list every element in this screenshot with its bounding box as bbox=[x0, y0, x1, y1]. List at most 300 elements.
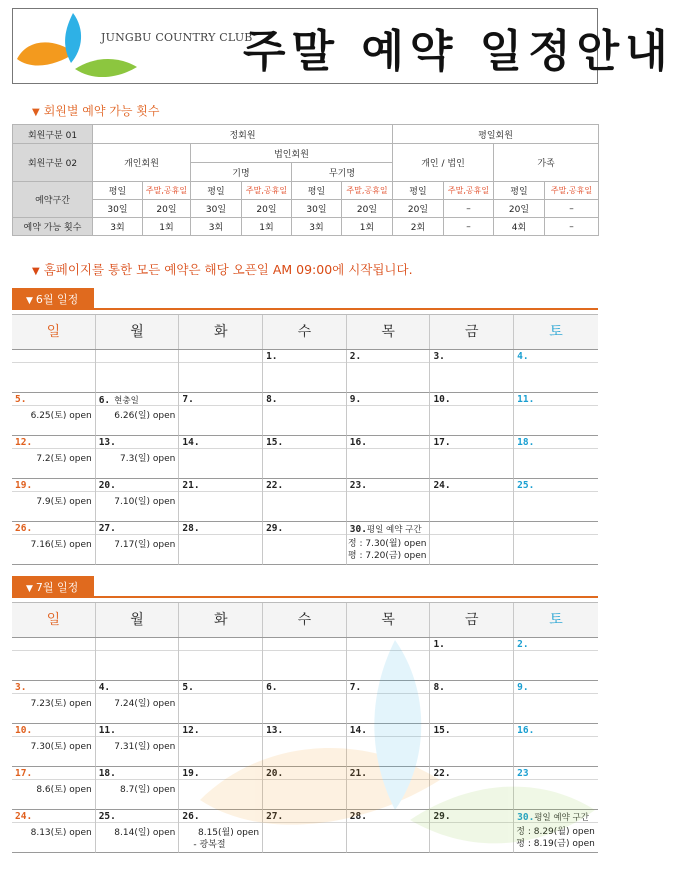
day-number-text: 12. bbox=[15, 437, 33, 448]
open-date-text: 8.14(일) open bbox=[114, 828, 176, 838]
day-number bbox=[350, 768, 367, 779]
quota-row-01 bbox=[13, 125, 599, 144]
calendar-day-cell bbox=[430, 638, 514, 681]
calendar-day-cell bbox=[347, 724, 431, 767]
count-value: 3회 bbox=[292, 218, 342, 236]
day-number-text: 5. bbox=[182, 682, 194, 693]
day-number bbox=[266, 437, 283, 448]
count-value: 2회 bbox=[393, 218, 444, 236]
weekday-label: 평일 bbox=[494, 182, 545, 200]
triangle-down-icon: ▼ bbox=[32, 266, 40, 277]
day-number-band bbox=[430, 522, 513, 535]
calendar-day-cell bbox=[263, 724, 347, 767]
day-number bbox=[350, 394, 361, 405]
weekday-header bbox=[12, 602, 598, 638]
club-name: JUNGBU COUNTRY CLUB bbox=[101, 31, 253, 44]
period-value: 20일 bbox=[242, 200, 292, 218]
day-number-text: 28. bbox=[182, 523, 200, 534]
day-number-text: 2. bbox=[517, 639, 529, 650]
tab-june: ▼ 6월 일정 bbox=[12, 288, 94, 308]
calendar-day-cell bbox=[96, 393, 180, 436]
calendar-day-cell bbox=[12, 393, 96, 436]
individual-member: 개인회원 bbox=[93, 144, 191, 182]
day-number bbox=[433, 437, 450, 448]
calendar-day-cell bbox=[12, 724, 96, 767]
calendar-day-cell bbox=[263, 810, 347, 853]
day-number-text: 20. bbox=[266, 768, 284, 779]
day-number bbox=[182, 682, 193, 693]
day-number-text: 5. bbox=[15, 394, 27, 405]
day-number-text: 6. bbox=[98, 395, 111, 406]
day-number-band bbox=[263, 638, 346, 651]
day-number bbox=[517, 639, 528, 650]
day-number bbox=[99, 768, 116, 779]
day-number bbox=[517, 437, 534, 448]
day-number-text: 20. bbox=[98, 480, 116, 491]
calendar-day-cell bbox=[430, 767, 514, 810]
day-number-text: 22. bbox=[433, 768, 451, 779]
june-days bbox=[12, 350, 598, 565]
count-value: – bbox=[545, 218, 599, 236]
calendar-day-cell bbox=[347, 767, 431, 810]
calendar-day-cell bbox=[514, 436, 598, 479]
day-number bbox=[433, 768, 450, 779]
weekday-member: 평일회원 bbox=[393, 125, 599, 144]
day-number bbox=[99, 394, 139, 406]
day-number-band bbox=[179, 350, 262, 363]
day-number-text: 21. bbox=[349, 768, 367, 779]
weekday-sun: 일 bbox=[12, 603, 96, 637]
calendar-day-cell bbox=[347, 681, 431, 724]
day-number bbox=[15, 768, 32, 779]
notice-heading: ▼ 홈페이지를 통한 모든 예약은 해당 오픈일 AM 09:00에 시작됩니다. bbox=[32, 262, 413, 277]
day-number bbox=[350, 811, 367, 822]
period-value: 20일 bbox=[143, 200, 191, 218]
day-number bbox=[517, 394, 534, 405]
open-date-text: 8.15(월) open bbox=[197, 828, 260, 838]
day-number bbox=[433, 682, 444, 693]
day-number bbox=[266, 682, 277, 693]
day-number-text: 29. bbox=[266, 523, 284, 534]
calendar-day-cell bbox=[12, 681, 96, 724]
day-number-text: 3. bbox=[433, 351, 445, 362]
weekday-label: 평일 bbox=[292, 182, 342, 200]
period-note: 평일 예약 구간 bbox=[366, 525, 422, 535]
day-number-text: 1. bbox=[266, 351, 278, 362]
day-number-band bbox=[179, 638, 262, 651]
calendar-day-cell bbox=[96, 681, 180, 724]
period-value: 30일 bbox=[292, 200, 342, 218]
day-number bbox=[99, 811, 116, 822]
count-value: 1회 bbox=[143, 218, 191, 236]
calendar-day-cell bbox=[96, 479, 180, 522]
day-number-text: 19. bbox=[15, 480, 33, 491]
day-number-text: 28. bbox=[349, 811, 367, 822]
day-number bbox=[15, 725, 32, 736]
calendar-day-cell bbox=[263, 522, 347, 565]
calendar-day-cell bbox=[514, 724, 598, 767]
calendar-day-cell bbox=[430, 393, 514, 436]
open-date-text: 6.26(일) open bbox=[114, 411, 176, 421]
club-logo-icon bbox=[13, 9, 145, 83]
calendar-day-cell bbox=[96, 436, 180, 479]
calendar-day-cell bbox=[263, 681, 347, 724]
calendar-day-cell bbox=[12, 436, 96, 479]
calendar-day-cell bbox=[514, 767, 598, 810]
calendar-day-cell bbox=[263, 479, 347, 522]
day-number-band bbox=[12, 350, 95, 363]
day-number-text: 26. bbox=[15, 523, 33, 534]
named-member: 기명 bbox=[191, 163, 292, 182]
personal-corp-member: 개인 / 법인 bbox=[393, 144, 494, 182]
day-number bbox=[266, 523, 283, 534]
weekday-tue: 화 bbox=[179, 603, 263, 637]
day-number-text: 7. bbox=[349, 682, 362, 693]
open-date-text: 7.31(일) open bbox=[114, 742, 176, 752]
day-number bbox=[517, 811, 589, 823]
open-date-text: 8.6(토) open bbox=[36, 785, 92, 795]
calendar-day-cell bbox=[430, 810, 514, 853]
count-value: 3회 bbox=[191, 218, 242, 236]
day-number-text: 10. bbox=[15, 725, 33, 736]
day-number-text: 17. bbox=[15, 768, 33, 779]
day-number bbox=[517, 682, 528, 693]
day-number bbox=[15, 480, 32, 491]
open-date-text: 6.25(토) open bbox=[30, 411, 92, 421]
day-number bbox=[182, 725, 199, 736]
day-number-band bbox=[514, 522, 598, 535]
calendar-day-cell bbox=[179, 522, 263, 565]
day-number-band bbox=[347, 638, 430, 651]
day-number-text: 3. bbox=[15, 682, 27, 693]
day-number bbox=[517, 351, 528, 362]
day-number-text: 7. bbox=[182, 394, 194, 405]
day-number bbox=[350, 682, 361, 693]
open-date-text: 7.2(토) open bbox=[36, 454, 92, 464]
calendar-day-cell bbox=[514, 522, 598, 565]
day-number-text: 10. bbox=[433, 394, 451, 405]
day-number-text: 25. bbox=[517, 480, 535, 491]
day-number bbox=[517, 480, 534, 491]
open-date-text: 7.9(토) open bbox=[36, 497, 92, 507]
calendar-day-cell bbox=[179, 767, 263, 810]
day-number bbox=[266, 351, 277, 362]
day-number bbox=[266, 725, 283, 736]
day-number-text: 4. bbox=[517, 351, 529, 362]
calendar-day-cell bbox=[430, 522, 514, 565]
open-date-text: 평 : 8.19(금) open bbox=[516, 839, 595, 849]
day-number bbox=[99, 725, 116, 736]
open-date-text: 7.23(토) open bbox=[30, 699, 92, 709]
day-number bbox=[433, 351, 444, 362]
period-value: 30일 bbox=[191, 200, 242, 218]
day-number-text: 18. bbox=[98, 768, 116, 779]
count-value: 1회 bbox=[342, 218, 393, 236]
day-number-text: 27. bbox=[98, 523, 116, 534]
calendar-day-cell bbox=[12, 479, 96, 522]
weekday-label: 평일 bbox=[393, 182, 444, 200]
day-number bbox=[433, 480, 450, 491]
calendar-day-cell bbox=[347, 479, 431, 522]
weekday-mon: 월 bbox=[96, 315, 180, 349]
day-number bbox=[433, 639, 444, 650]
weekend-label: 주말,공휴일 bbox=[444, 182, 494, 200]
period-value: 20일 bbox=[494, 200, 545, 218]
weekday-sat: 토 bbox=[549, 324, 563, 340]
triangle-down-icon: ▼ bbox=[26, 584, 33, 594]
june-calendar bbox=[12, 314, 598, 565]
open-date-text: 7.30(토) open bbox=[30, 742, 92, 752]
calendar-day-cell bbox=[430, 681, 514, 724]
day-number bbox=[517, 725, 534, 736]
weekday-thu: 목 bbox=[347, 603, 431, 637]
open-date-text: 7.16(토) open bbox=[30, 540, 92, 550]
day-number bbox=[99, 682, 110, 693]
day-number-text: 8. bbox=[433, 682, 445, 693]
day-number-text: 23 bbox=[517, 768, 529, 779]
calendar-day-cell bbox=[96, 724, 180, 767]
weekend-label: 주말,공휴일 bbox=[143, 182, 191, 200]
day-number-text: 30. bbox=[349, 524, 367, 535]
holiday-note: 현충일 bbox=[114, 396, 139, 406]
weekday-tue: 화 bbox=[179, 315, 263, 349]
calendar-day-cell bbox=[430, 479, 514, 522]
day-number-text: 11. bbox=[98, 725, 116, 736]
day-number-text: 30. bbox=[517, 812, 535, 823]
day-number bbox=[517, 768, 528, 779]
weekday-thu: 목 bbox=[347, 315, 431, 349]
day-number-text: 6. bbox=[266, 682, 278, 693]
weekend-label: 주말,공휴일 bbox=[242, 182, 292, 200]
day-number-text: 29. bbox=[433, 811, 451, 822]
day-number bbox=[15, 682, 26, 693]
period-value: – bbox=[545, 200, 599, 218]
june-divider bbox=[12, 308, 598, 310]
day-number-text: 21. bbox=[182, 480, 200, 491]
calendar-day-cell bbox=[179, 393, 263, 436]
quota-heading: ▼ 회원별 예약 가능 횟수 bbox=[32, 104, 160, 118]
day-number-text: 12. bbox=[182, 725, 200, 736]
day-number-text: 9. bbox=[349, 394, 362, 405]
day-number bbox=[15, 437, 32, 448]
day-number-text: 13. bbox=[98, 437, 116, 448]
weekday-fri: 금 bbox=[430, 315, 514, 349]
open-date-text: 7.3(일) open bbox=[120, 454, 176, 464]
calendar-day-cell bbox=[96, 638, 180, 681]
page-title: 주말 예약 일정안내 bbox=[243, 26, 674, 77]
day-number bbox=[182, 768, 199, 779]
calendar-day-cell bbox=[179, 479, 263, 522]
day-number bbox=[433, 811, 450, 822]
day-number bbox=[266, 480, 283, 491]
calendar-day-cell bbox=[12, 350, 96, 393]
weekend-label: 주말,공휴일 bbox=[342, 182, 393, 200]
calendar-day-cell bbox=[347, 638, 431, 681]
day-number-text: 24. bbox=[433, 480, 451, 491]
weekday-label: 평일 bbox=[93, 182, 143, 200]
day-number bbox=[350, 725, 367, 736]
day-number-text: 16. bbox=[349, 437, 367, 448]
day-number bbox=[99, 523, 116, 534]
calendar-day-cell bbox=[347, 522, 431, 565]
weekday-sat: 토 bbox=[549, 612, 563, 628]
day-number bbox=[266, 394, 277, 405]
day-number bbox=[266, 811, 283, 822]
triangle-down-icon: ▼ bbox=[26, 296, 33, 306]
calendar-day-cell bbox=[96, 767, 180, 810]
day-number-band bbox=[96, 350, 179, 363]
calendar-day-cell bbox=[514, 479, 598, 522]
day-number-text: 13. bbox=[266, 725, 284, 736]
regular-member: 정회원 bbox=[93, 125, 393, 144]
period-note: 평일 예약 구간 bbox=[534, 813, 589, 823]
weekday-label: 평일 bbox=[191, 182, 242, 200]
weekday-header bbox=[12, 314, 598, 350]
calendar-day-cell bbox=[263, 638, 347, 681]
open-date-text: 평 : 7.20(금) open bbox=[347, 551, 427, 561]
open-date-text: 7.24(일) open bbox=[114, 699, 176, 709]
day-number-text: 24. bbox=[15, 811, 33, 822]
calendar-day-cell bbox=[12, 767, 96, 810]
quota-table bbox=[12, 124, 599, 236]
calendar-day-cell bbox=[347, 393, 431, 436]
day-number bbox=[350, 523, 422, 535]
calendar-day-cell bbox=[263, 436, 347, 479]
day-number-band bbox=[12, 638, 95, 651]
page-header bbox=[12, 8, 674, 84]
day-number-text: 23. bbox=[349, 480, 367, 491]
weekday-wed: 수 bbox=[263, 603, 347, 637]
tab-july: ▼ 7월 일정 bbox=[12, 576, 94, 596]
day-number-text: 16. bbox=[517, 725, 535, 736]
day-number-text: 18. bbox=[517, 437, 535, 448]
day-number bbox=[182, 811, 199, 822]
day-number bbox=[350, 351, 361, 362]
day-number bbox=[15, 394, 26, 405]
day-number bbox=[15, 811, 32, 822]
count-value: 1회 bbox=[242, 218, 292, 236]
calendar-day-cell bbox=[430, 350, 514, 393]
open-date-text: 7.17(일) open bbox=[114, 540, 176, 550]
calendar-day-cell bbox=[96, 810, 180, 853]
day-number-band bbox=[96, 638, 179, 651]
day-number-text: 11. bbox=[517, 394, 535, 405]
count-value: 4회 bbox=[494, 218, 545, 236]
calendar-day-cell bbox=[514, 810, 598, 853]
day-number-text: 4. bbox=[98, 682, 111, 693]
open-date-text: 7.10(일) open bbox=[114, 497, 176, 507]
day-number bbox=[182, 480, 199, 491]
calendar-day-cell bbox=[514, 638, 598, 681]
calendar-day-cell bbox=[514, 350, 598, 393]
day-number bbox=[182, 394, 193, 405]
calendar-day-cell bbox=[430, 436, 514, 479]
weekend-label: 주말,공휴일 bbox=[545, 182, 599, 200]
calendar-day-cell bbox=[12, 810, 96, 853]
day-number-text: 19. bbox=[182, 768, 200, 779]
period-value: – bbox=[444, 200, 494, 218]
calendar-day-cell bbox=[263, 350, 347, 393]
day-number-text: 2. bbox=[349, 351, 362, 362]
calendar-day-cell bbox=[179, 350, 263, 393]
day-number-text: 14. bbox=[349, 725, 367, 736]
triangle-down-icon: ▼ bbox=[32, 107, 40, 118]
day-number bbox=[99, 480, 116, 491]
day-number-text: 14. bbox=[182, 437, 200, 448]
weekday-sun: 일 bbox=[12, 315, 96, 349]
calendar-day-cell bbox=[347, 350, 431, 393]
open-date-text: 정 : 8.29(월) open bbox=[516, 827, 595, 837]
day-number-text: 15. bbox=[433, 725, 451, 736]
calendar-day-cell bbox=[514, 681, 598, 724]
day-number bbox=[182, 437, 199, 448]
day-number-text: 9. bbox=[517, 682, 529, 693]
day-number-text: 25. bbox=[98, 811, 116, 822]
day-number bbox=[99, 437, 116, 448]
calendar-day-cell bbox=[179, 681, 263, 724]
calendar-day-cell bbox=[263, 393, 347, 436]
day-number-text: 17. bbox=[433, 437, 451, 448]
open-date-text: 8.13(토) open bbox=[30, 828, 92, 838]
calendar-day-cell bbox=[96, 350, 180, 393]
day-number bbox=[266, 768, 283, 779]
calendar-day-cell bbox=[347, 436, 431, 479]
day-number bbox=[15, 523, 32, 534]
count-label: 예약 가능 횟수 bbox=[13, 218, 93, 236]
day-number bbox=[182, 523, 199, 534]
day-number-text: 22. bbox=[266, 480, 284, 491]
july-days bbox=[12, 638, 598, 853]
day-number-text: 8. bbox=[266, 394, 278, 405]
open-date-text: 정 : 7.30(월) open bbox=[347, 539, 427, 549]
corporate-member: 법인회원 bbox=[191, 144, 393, 163]
day-number-text: 27. bbox=[266, 811, 284, 822]
period-label: 예약구간 bbox=[13, 182, 93, 218]
period-value: 30일 bbox=[93, 200, 143, 218]
day-number-text: 1. bbox=[433, 639, 445, 650]
unnamed-member: 무기명 bbox=[292, 163, 393, 182]
day-number-text: 26. bbox=[182, 811, 200, 822]
july-divider bbox=[12, 596, 598, 598]
calendar-day-cell bbox=[12, 522, 96, 565]
open-date-text: - 광복절 bbox=[193, 840, 226, 850]
weekday-fri: 금 bbox=[430, 603, 514, 637]
family-member: 가족 bbox=[494, 144, 599, 182]
day-number bbox=[350, 480, 367, 491]
day-number bbox=[350, 437, 367, 448]
day-number bbox=[433, 394, 450, 405]
row02-label: 회원구분 02 bbox=[13, 144, 93, 182]
period-value: 20일 bbox=[393, 200, 444, 218]
weekday-wed: 수 bbox=[263, 315, 347, 349]
day-number bbox=[433, 725, 450, 736]
open-date-text: 8.7(일) open bbox=[120, 785, 176, 795]
weekday-mon: 월 bbox=[96, 603, 180, 637]
period-value: 20일 bbox=[342, 200, 393, 218]
july-calendar bbox=[12, 602, 598, 853]
calendar-day-cell bbox=[12, 638, 96, 681]
calendar-day-cell bbox=[179, 436, 263, 479]
calendar-day-cell bbox=[263, 767, 347, 810]
calendar-day-cell bbox=[430, 724, 514, 767]
day-number-text: 15. bbox=[266, 437, 284, 448]
count-value: – bbox=[444, 218, 494, 236]
calendar-day-cell bbox=[179, 810, 263, 853]
calendar-day-cell bbox=[96, 522, 180, 565]
row01-label: 회원구분 01 bbox=[13, 125, 93, 144]
calendar-day-cell bbox=[514, 393, 598, 436]
count-value: 3회 bbox=[93, 218, 143, 236]
